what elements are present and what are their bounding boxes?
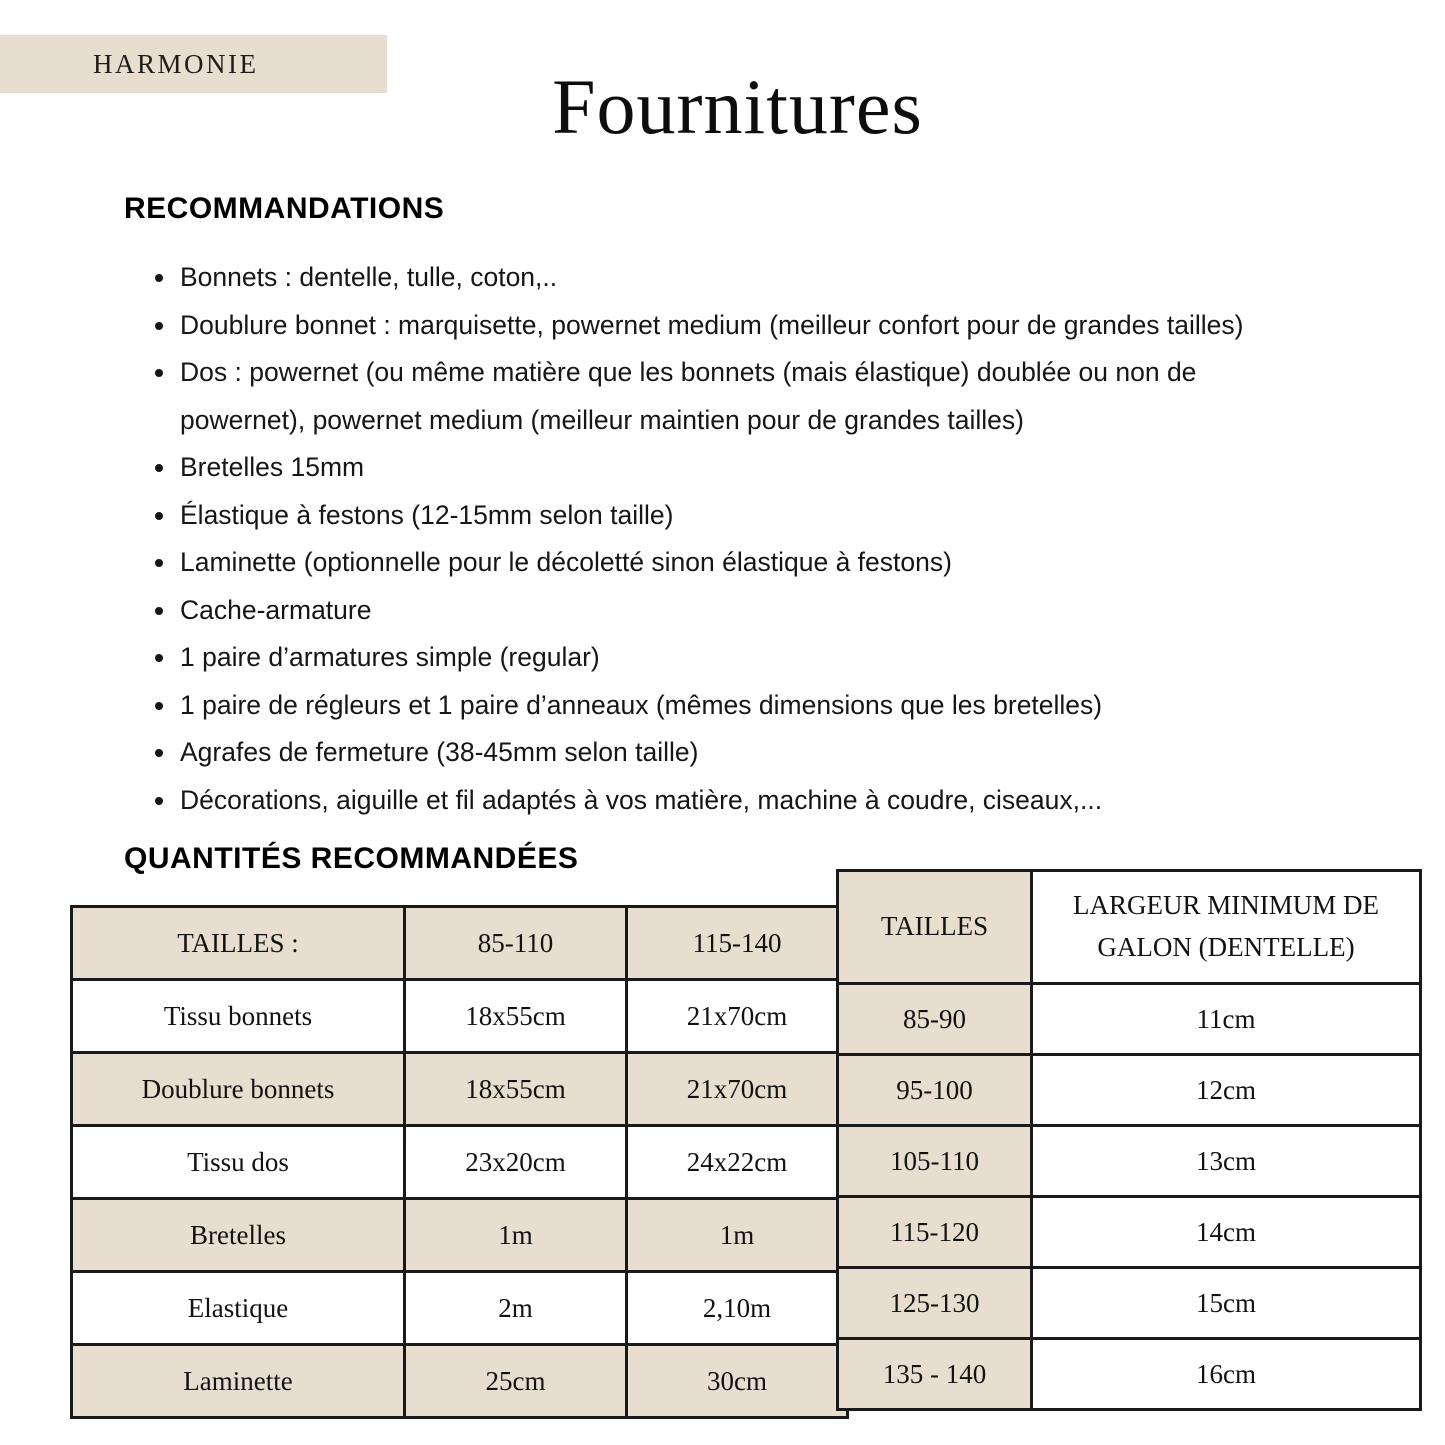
table-cell: 30cm	[627, 1345, 848, 1418]
page-title: Fournitures	[552, 63, 923, 150]
recommendation-item: • Élastique à festons (12-15mm selon taille)	[178, 492, 1418, 540]
table-cell: 21x70cm	[627, 980, 848, 1053]
table-cell: 1m	[627, 1199, 848, 1272]
quantities-heading: QUANTITÉS RECOMMANDÉES	[124, 842, 579, 875]
table-cell: 11cm	[1032, 984, 1421, 1055]
quantities-table	[70, 905, 849, 1419]
recommendation-item: • 1 paire d’armatures simple (regular)	[178, 634, 1418, 682]
table-cell: 21x70cm	[627, 1053, 848, 1126]
galon-width-table	[836, 869, 1422, 1411]
table-header-row	[838, 871, 1421, 984]
column-header: TAILLES :	[72, 907, 405, 980]
table-row	[838, 1339, 1421, 1410]
table-row	[838, 1055, 1421, 1126]
table-cell: 13cm	[1032, 1126, 1421, 1197]
table-cell: Bretelles	[72, 1199, 405, 1272]
table-cell: 115-120	[838, 1197, 1032, 1268]
table-row	[72, 1199, 848, 1272]
table-cell: Laminette	[72, 1345, 405, 1418]
table-cell: Tissu dos	[72, 1126, 405, 1199]
table-cell: 25cm	[405, 1345, 627, 1418]
column-header: 85-110	[405, 907, 627, 980]
table-cell: 12cm	[1032, 1055, 1421, 1126]
brand-name: HARMONIE	[93, 48, 259, 79]
table-row	[838, 1268, 1421, 1339]
table-cell: 2,10m	[627, 1272, 848, 1345]
recommendations-heading: RECOMMANDATIONS	[124, 192, 445, 225]
recommendation-item: • Dos : powernet (ou même matière que les bonnets (mais élastique) doublée ou non de powernet), powernet medium (meilleur maintien pour de grandes tailles)	[178, 349, 1300, 444]
table-cell: Tissu bonnets	[72, 980, 405, 1053]
column-header: TAILLES	[838, 871, 1032, 984]
table-cell: 135 - 140	[838, 1339, 1032, 1410]
table-cell: 1m	[405, 1199, 627, 1272]
table-cell: 24x22cm	[627, 1126, 848, 1199]
table-cell: 125-130	[838, 1268, 1032, 1339]
recommendations-list	[152, 254, 1418, 824]
column-header: LARGEUR MINIMUM DE GALON (DENTELLE)	[1032, 871, 1421, 984]
table-cell: Doublure bonnets	[72, 1053, 405, 1126]
recommendation-item: • Décorations, aiguille et fil adaptés à vos matière, machine à coudre, ciseaux,...	[178, 777, 1418, 825]
table-cell: 85-90	[838, 984, 1032, 1055]
table-cell: 105-110	[838, 1126, 1032, 1197]
table-cell: 95-100	[838, 1055, 1032, 1126]
table-header-row	[72, 907, 848, 980]
recommendation-item: • Bretelles 15mm	[178, 444, 1418, 492]
recommendation-item: • 1 paire de régleurs et 1 paire d’anneaux (mêmes dimensions que les bretelles)	[178, 682, 1418, 730]
recommendation-item: • Doublure bonnet : marquisette, powernet medium (meilleur confort pour de grandes tailles)	[178, 302, 1418, 350]
table-cell: 15cm	[1032, 1268, 1421, 1339]
table-row	[72, 1126, 848, 1199]
table-row	[838, 984, 1421, 1055]
table-row	[72, 980, 848, 1053]
table-row	[72, 1272, 848, 1345]
table-cell: 18x55cm	[405, 1053, 627, 1126]
recommendation-item: • Laminette (optionnelle pour le décoletté sinon élastique à festons)	[178, 539, 1418, 587]
table-cell: 23x20cm	[405, 1126, 627, 1199]
recommendation-item: • Cache-armature	[178, 587, 1418, 635]
table-cell: 18x55cm	[405, 980, 627, 1053]
table-cell: 14cm	[1032, 1197, 1421, 1268]
table-cell: 2m	[405, 1272, 627, 1345]
table-row	[838, 1126, 1421, 1197]
table-cell: 16cm	[1032, 1339, 1421, 1410]
recommendation-item: • Bonnets : dentelle, tulle, coton,..	[178, 254, 1418, 302]
table-cell: Elastique	[72, 1272, 405, 1345]
column-header: 115-140	[627, 907, 848, 980]
table-row	[72, 1053, 848, 1126]
recommendation-item: • Agrafes de fermeture (38-45mm selon taille)	[178, 729, 1418, 777]
table-row	[72, 1345, 848, 1418]
table-row	[838, 1197, 1421, 1268]
